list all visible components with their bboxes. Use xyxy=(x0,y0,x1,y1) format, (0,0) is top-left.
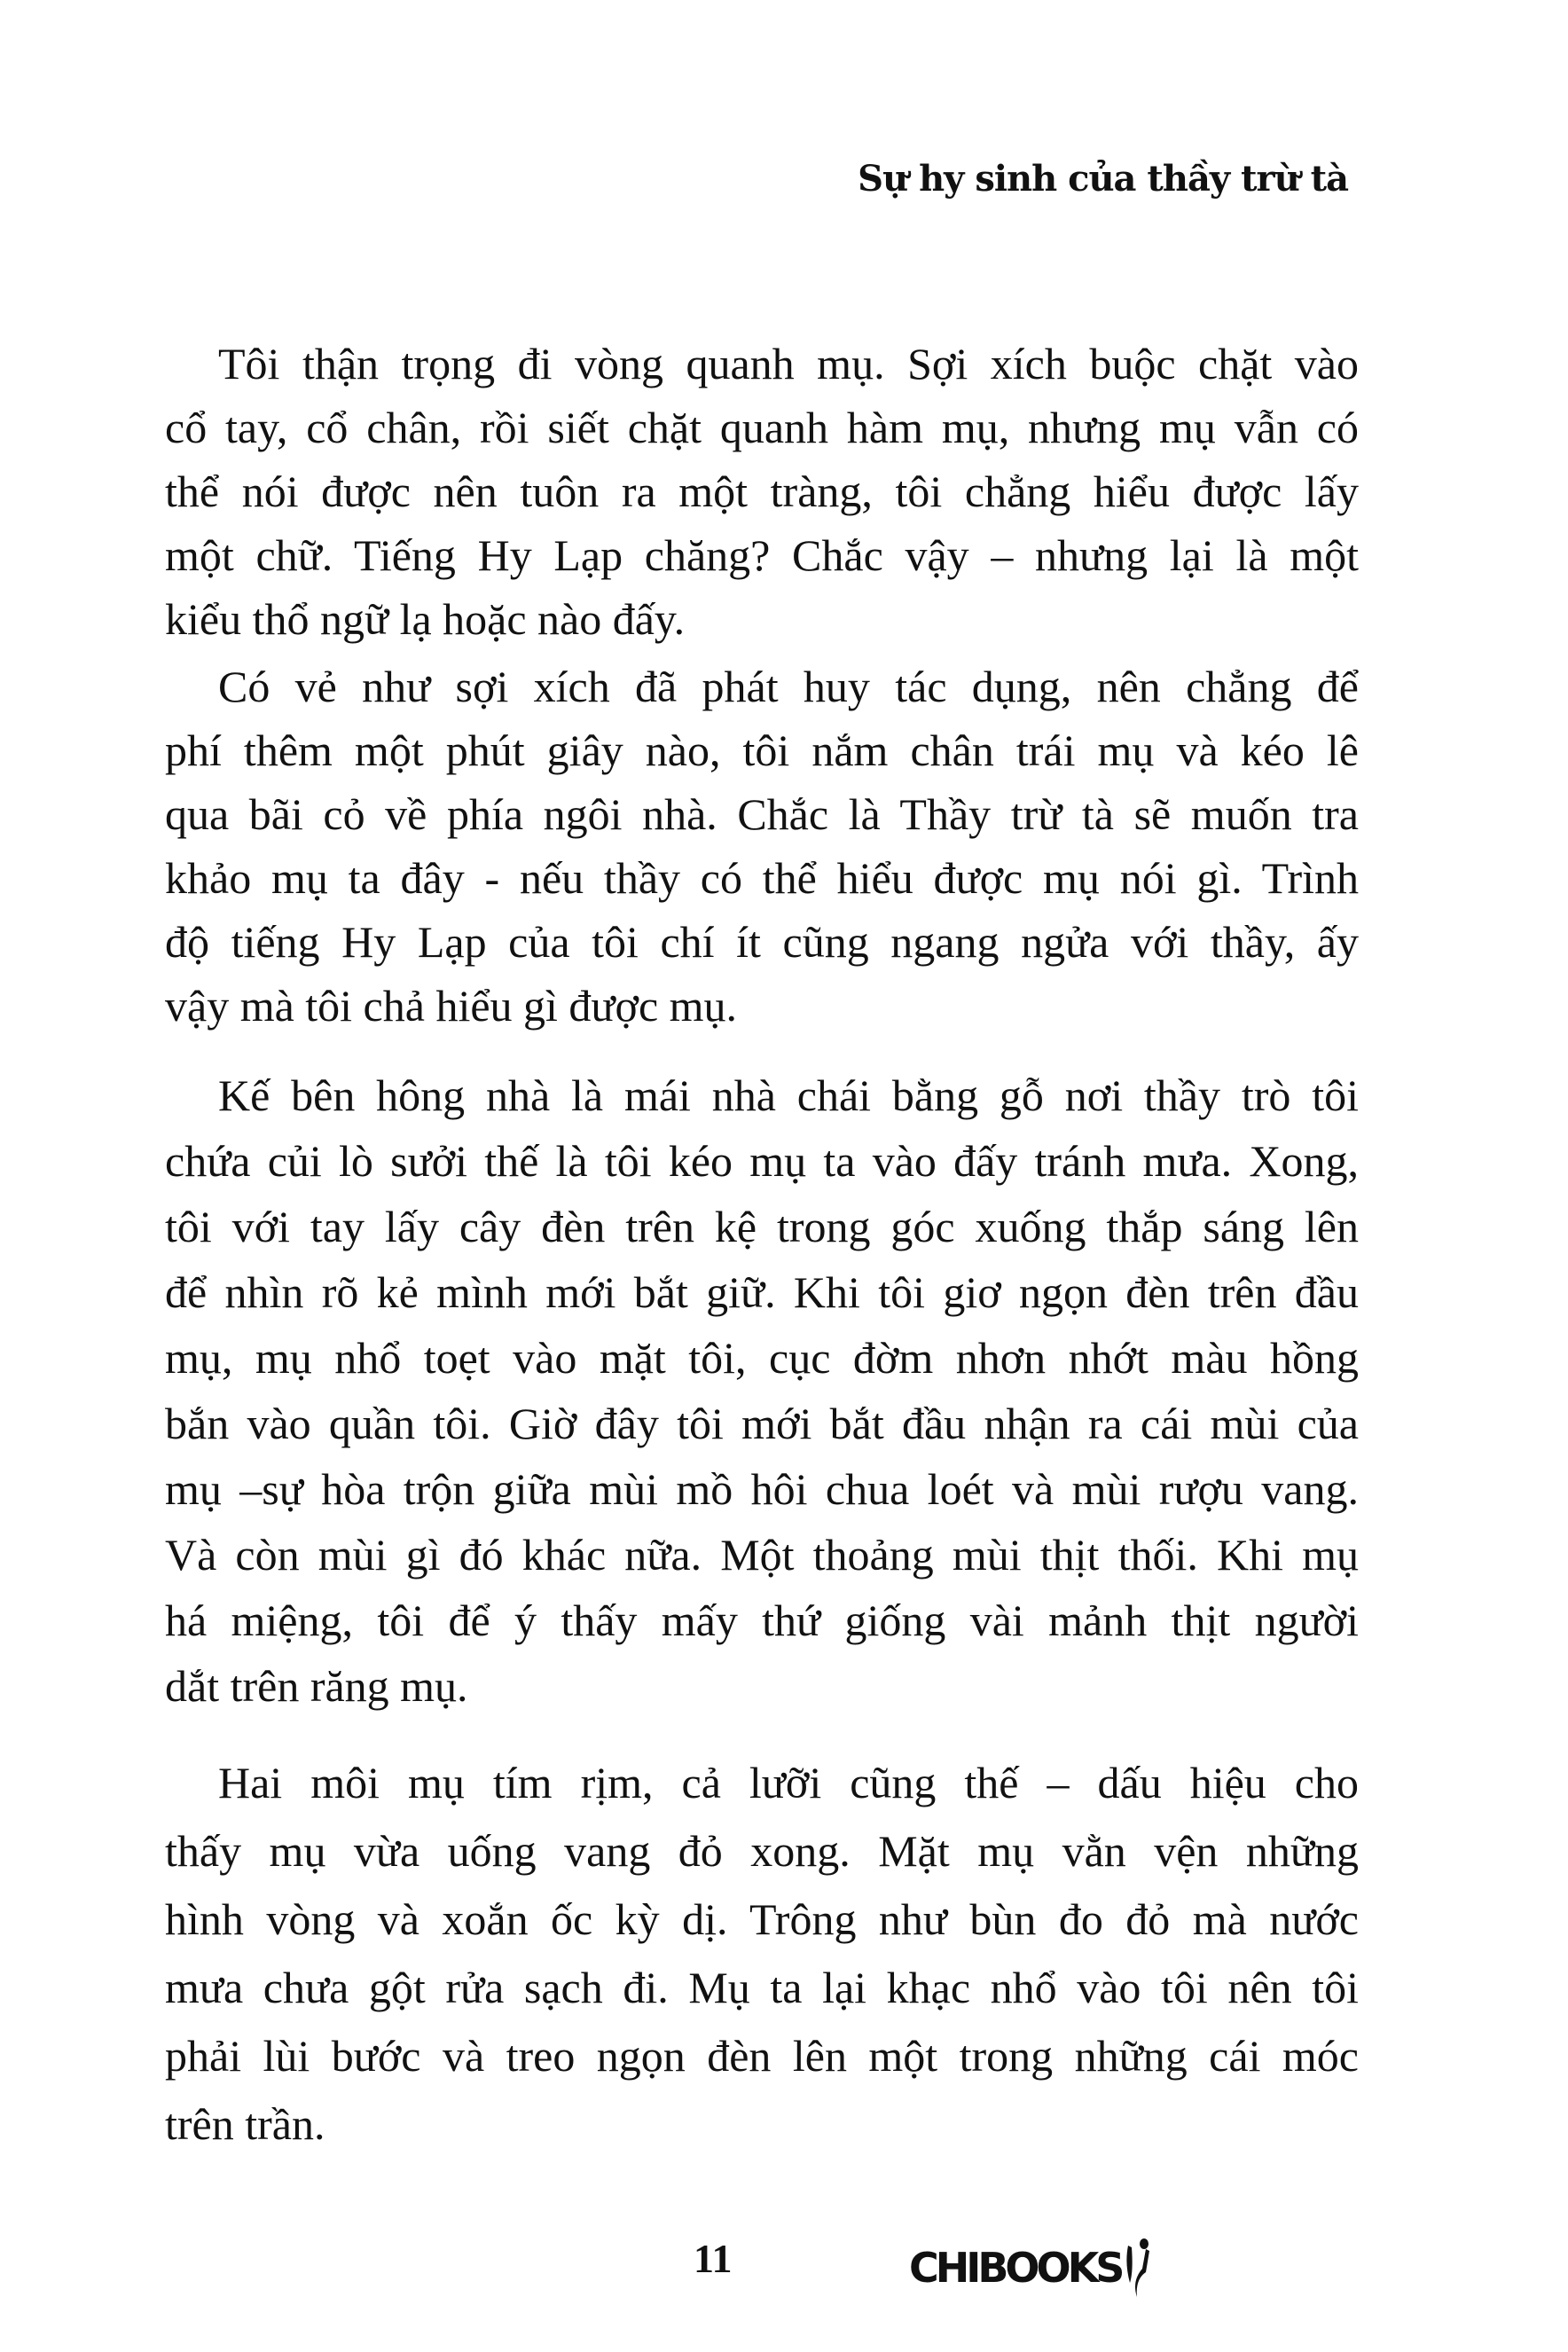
text-line: trên trần. xyxy=(165,2099,325,2149)
text-line: Và còn mùi gì đó khác nữa. Một thoảng mùi thịt thối. Khi mụ xyxy=(165,1530,1359,1580)
quill-icon xyxy=(1123,2237,1153,2299)
text-line: một chữ. Tiếng Hy Lạp chăng? Chắc vậy – nhưng lại là một xyxy=(165,530,1359,580)
text-line: tôi với tay lấy cây đèn trên kệ trong góc xuống thắp sáng lên xyxy=(165,1202,1359,1251)
text-line: vậy mà tôi chả hiểu gì được mụ. xyxy=(165,981,738,1031)
text-line: thấy mụ vừa uống vang đỏ xong. Mặt mụ vằn vện những xyxy=(165,1826,1359,1876)
running-header: Sự hy sinh của thầy trừ tà xyxy=(858,158,1348,200)
text-line: mụ, mụ nhổ toẹt vào mặt tôi, cục đờm nhơn nhớt màu hồng xyxy=(165,1333,1359,1383)
text-line: há miệng, tôi để ý thấy mấy thứ giống vài mảnh thịt người xyxy=(165,1595,1359,1645)
paragraph-1 xyxy=(165,332,1359,651)
paragraph-3 xyxy=(165,1062,1359,1719)
paragraph-4 xyxy=(165,1749,1359,2159)
text-line: qua bãi cỏ về phía ngôi nhà. Chắc là Thầy trừ tà sẽ muốn tra xyxy=(165,789,1359,839)
page-number: 11 xyxy=(694,2236,733,2281)
text-line: Có vẻ như sợi xích đã phát huy tác dụng, nên chẳng để xyxy=(218,662,1359,711)
publisher-logo xyxy=(909,2237,1153,2299)
text-line: khảo mụ ta đây - nếu thầy có thể hiểu được mụ nói gì. Trình xyxy=(165,853,1359,903)
text-line: Tôi thận trọng đi vòng quanh mụ. Sợi xích buộc chặt vào xyxy=(218,339,1359,388)
text-line: Hai môi mụ tím rịm, cả lưỡi cũng thế – dấu hiệu cho xyxy=(218,1758,1359,1807)
publisher-logo-text: CHIBOOKS xyxy=(909,2244,1122,2292)
text-line: mụ –sự hòa trộn giữa mùi mồ hôi chua loét và mùi rượu vang. xyxy=(165,1464,1359,1514)
text-line: phí thêm một phút giây nào, tôi nắm chân trái mụ và kéo lê xyxy=(165,725,1359,775)
text-line: thể nói được nên tuôn ra một tràng, tôi chẳng hiểu được lấy xyxy=(165,466,1359,516)
text-line: kiểu thổ ngữ lạ hoặc nào đấy. xyxy=(165,594,686,644)
text-line: dắt trên răng mụ. xyxy=(165,1661,468,1711)
text-line: phải lùi bước và treo ngọn đèn lên một trong những cái móc xyxy=(165,2031,1359,2081)
paragraph-2 xyxy=(165,655,1359,1038)
text-line: chứa củi lò sưởi thế là tôi kéo mụ ta vào đấy tránh mưa. Xong, xyxy=(165,1136,1359,1186)
text-line: cổ tay, cổ chân, rồi siết chặt quanh hàm mụ, nhưng mụ vẫn có xyxy=(165,403,1359,452)
text-line: bắn vào quần tôi. Giờ đây tôi mới bắt đầu nhận ra cái mùi của xyxy=(165,1399,1359,1448)
text-line: Kế bên hông nhà là mái nhà chái bằng gỗ nơi thầy trò tôi xyxy=(218,1070,1359,1120)
text-line: hình vòng và xoắn ốc kỳ dị. Trông như bùn đo đỏ mà nước xyxy=(165,1894,1359,1944)
text-line: mưa chưa gột rửa sạch đi. Mụ ta lại khạc nhổ vào tôi nên tôi xyxy=(165,1963,1359,2012)
text-line: để nhìn rõ kẻ mình mới bắt giữ. Khi tôi giơ ngọn đèn trên đầu xyxy=(165,1267,1359,1317)
text-line: độ tiếng Hy Lạp của tôi chí ít cũng ngang ngửa với thầy, ấy xyxy=(165,917,1359,967)
